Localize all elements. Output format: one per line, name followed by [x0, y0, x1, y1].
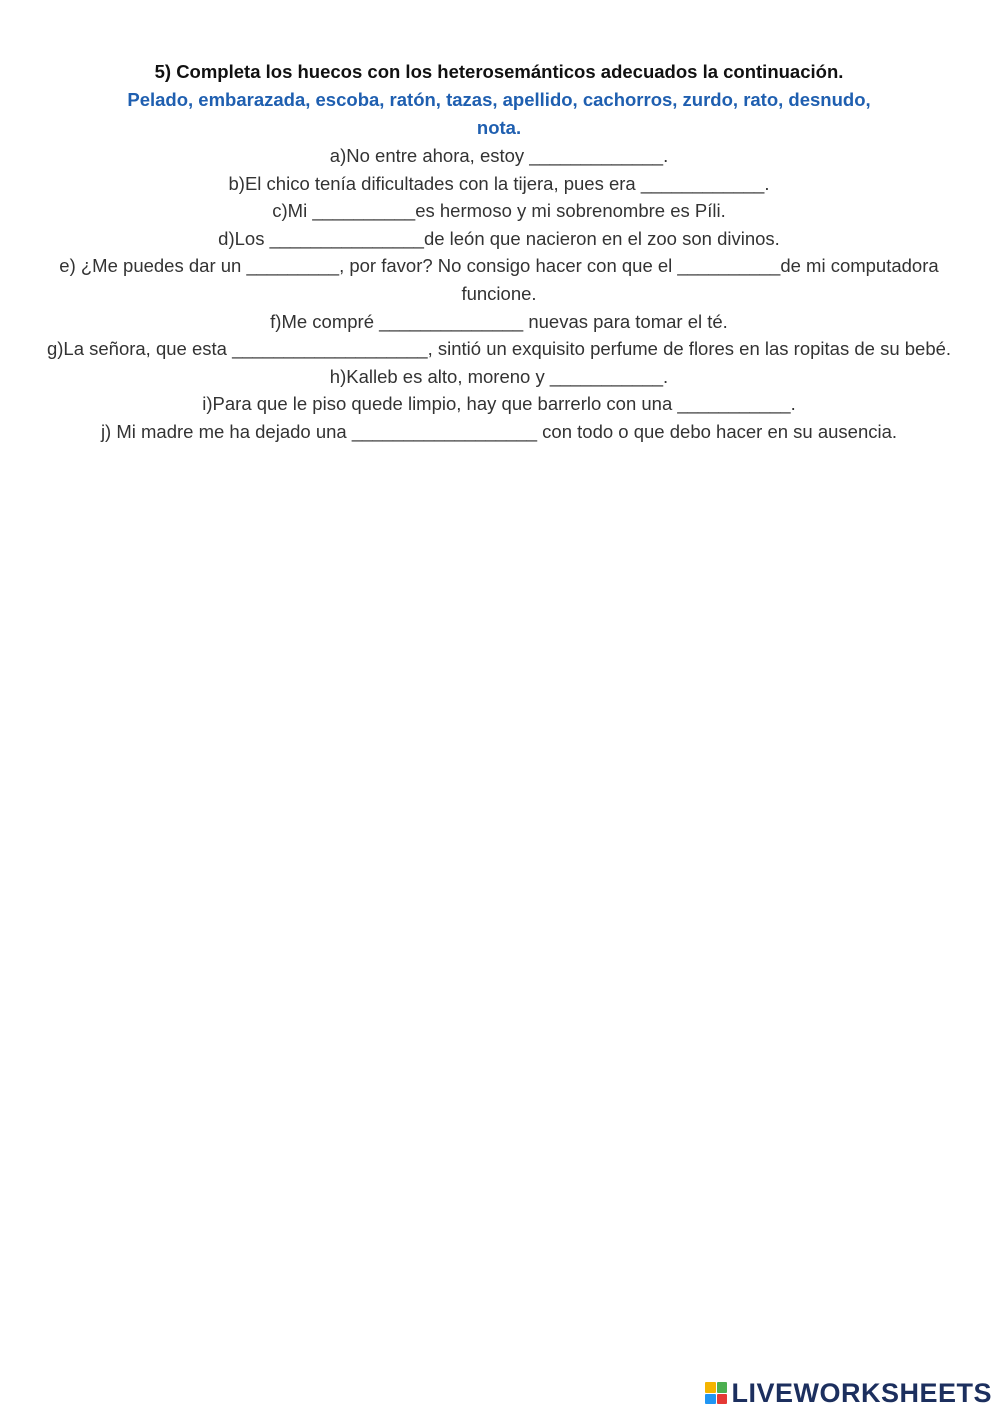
logo-square-green: [717, 1382, 728, 1393]
logo-square-red: [717, 1394, 728, 1405]
item-text: h)Kalleb es alto, moreno y: [329, 365, 550, 387]
exercise-item-e: [40, 252, 958, 307]
logo-square-blue: [705, 1394, 716, 1405]
item-text: e) ¿Me puedes dar un: [59, 255, 247, 277]
exercise-heading: 5) Completa los huecos con los heterosemánticos adecuados la continuación.: [154, 61, 844, 82]
item-text: a)No entre ahora, estoy: [329, 145, 530, 166]
item-text: d)Los: [218, 227, 270, 249]
item-text: j) Mi madre me ha dejado una: [100, 420, 352, 442]
exercise-item-j: [40, 418, 958, 446]
item-text: es hermoso y mi sobrenombre es Píli.: [415, 200, 726, 222]
answer-blank[interactable]: ____________: [640, 172, 765, 194]
liveworksheets-logo[interactable]: [705, 1378, 992, 1408]
exercise-item-c: [40, 197, 958, 225]
word-bank-line-1: Pelado, embarazada, escoba, ratón, tazas, apellido, cachorros, zurdo, rato, desnudo,: [127, 89, 871, 110]
exercise-item-a: [40, 142, 958, 170]
exercise-item-h: [40, 363, 958, 391]
logo-square-yellow: [705, 1382, 716, 1393]
item-text: .: [663, 365, 669, 387]
item-text: , sintió un exquisito perfume de flores en las ropitas de su bebé.: [427, 338, 952, 360]
word-bank-line-2: nota.: [476, 117, 522, 138]
brand-name: LIVEWORKSHEETS: [731, 1378, 992, 1408]
item-text: , por favor? No consigo hacer con que el: [339, 255, 678, 277]
item-text: .: [663, 145, 669, 166]
item-text: de león que nacieron en el zoo son divinos.: [423, 227, 780, 249]
exercise-item-d: [40, 225, 958, 253]
worksheet: [40, 58, 958, 446]
answer-blank[interactable]: __________: [312, 200, 416, 222]
item-text: nuevas para tomar el té.: [523, 310, 728, 332]
exercise-item-f: [40, 308, 958, 336]
item-text: .: [764, 172, 770, 194]
exercise-items: [40, 142, 958, 446]
item-text: con todo o que debo hacer en su ausencia.: [537, 420, 898, 442]
answer-blank[interactable]: ___________: [549, 365, 664, 387]
item-text: c)Mi: [272, 200, 313, 222]
answer-blank[interactable]: ___________: [677, 393, 791, 415]
item-text: de mi computadora funcione.: [461, 255, 939, 304]
answer-blank[interactable]: _________: [246, 255, 340, 277]
exercise-item-b: [40, 170, 958, 198]
item-text: g)La señora, que esta: [46, 338, 233, 360]
answer-blank[interactable]: ______________: [379, 310, 524, 332]
item-text: b)El chico tenía dificultades con la tijera, pues era: [228, 172, 641, 194]
answer-blank-2[interactable]: __________: [677, 255, 781, 277]
liveworksheets-mark-icon: [705, 1382, 727, 1404]
exercise-item-g: [40, 335, 958, 363]
answer-blank[interactable]: _______________: [269, 227, 424, 249]
item-text: f)Me compré: [270, 310, 380, 332]
answer-blank[interactable]: ___________________: [232, 338, 428, 360]
item-text: .: [790, 393, 796, 415]
answer-blank[interactable]: __________________: [351, 420, 538, 442]
exercise-item-i: [40, 390, 958, 418]
item-text: i)Para que le piso quede limpio, hay que barrerlo con una: [202, 393, 678, 415]
answer-blank[interactable]: _____________: [529, 145, 664, 166]
